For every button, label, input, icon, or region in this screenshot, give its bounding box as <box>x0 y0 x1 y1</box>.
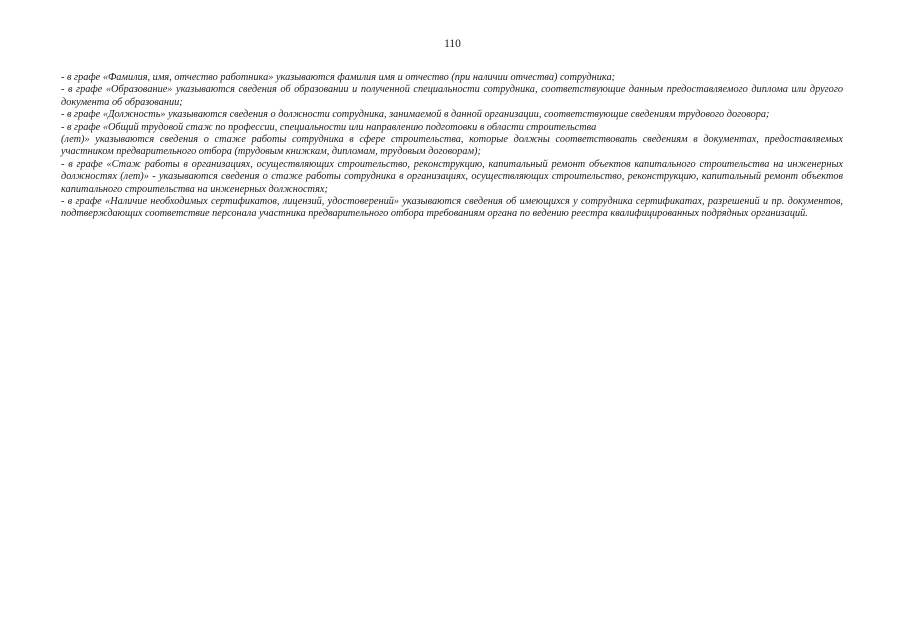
paragraph-education: - в графе «Образование» указываются сведения об образовании и полученной специальности сотрудника, соответствующие данным предоставляемого диплома или другого документа об образовании; <box>61 84 843 108</box>
paragraph-full-name: - в графе «Фамилия, имя, отчество работника» указываются фамилия имя и отчество (при наличии отчества) сотрудника; <box>61 72 616 83</box>
document-body <box>61 72 843 221</box>
paragraph-position: - в графе «Должность» указываются сведения о должности сотрудника, занимаемой в данной организации, соответствующие сведениям трудового договора; <box>61 109 770 121</box>
page-number: 110 <box>444 38 461 50</box>
paragraph-construction-experience: - в графе «Стаж работы в организациях, осуществляющих строительство, реконструкцию, капитальный ремонт объектов капитального строительства на инженерных должностях (лет)» - указываются сведения о стаже работы сотрудника в организациях, осуществляющих строительство, реконструкцию, капитальный ремонт объектов капитального строительства на инженерных должностях; <box>61 158 843 195</box>
paragraph-total-experience: (лет)» указываются сведения о стаже работы сотрудника в сфере строительства, которые должны соответствовать сведениям в документах, предоставляемых участником предварительного отбора (трудовым книжкам, дипломам, трудовым договорам); <box>61 134 843 158</box>
paragraph-certificates: - в графе «Наличие необходимых сертификатов, лицензий, удостоверений» указываются сведения об имеющихся у сотрудника сертификатах, разрешений и пр. документов, подтверждающих соответствие персонала участника предварительного отбора требованиям органа по ведению реестра квалифицированных подрядных организаций. <box>61 196 843 220</box>
paragraph-total-experience-heading: - в графе «Общий трудовой стаж по профессии, специальности или направлению подготовки в области строительства <box>61 121 597 133</box>
